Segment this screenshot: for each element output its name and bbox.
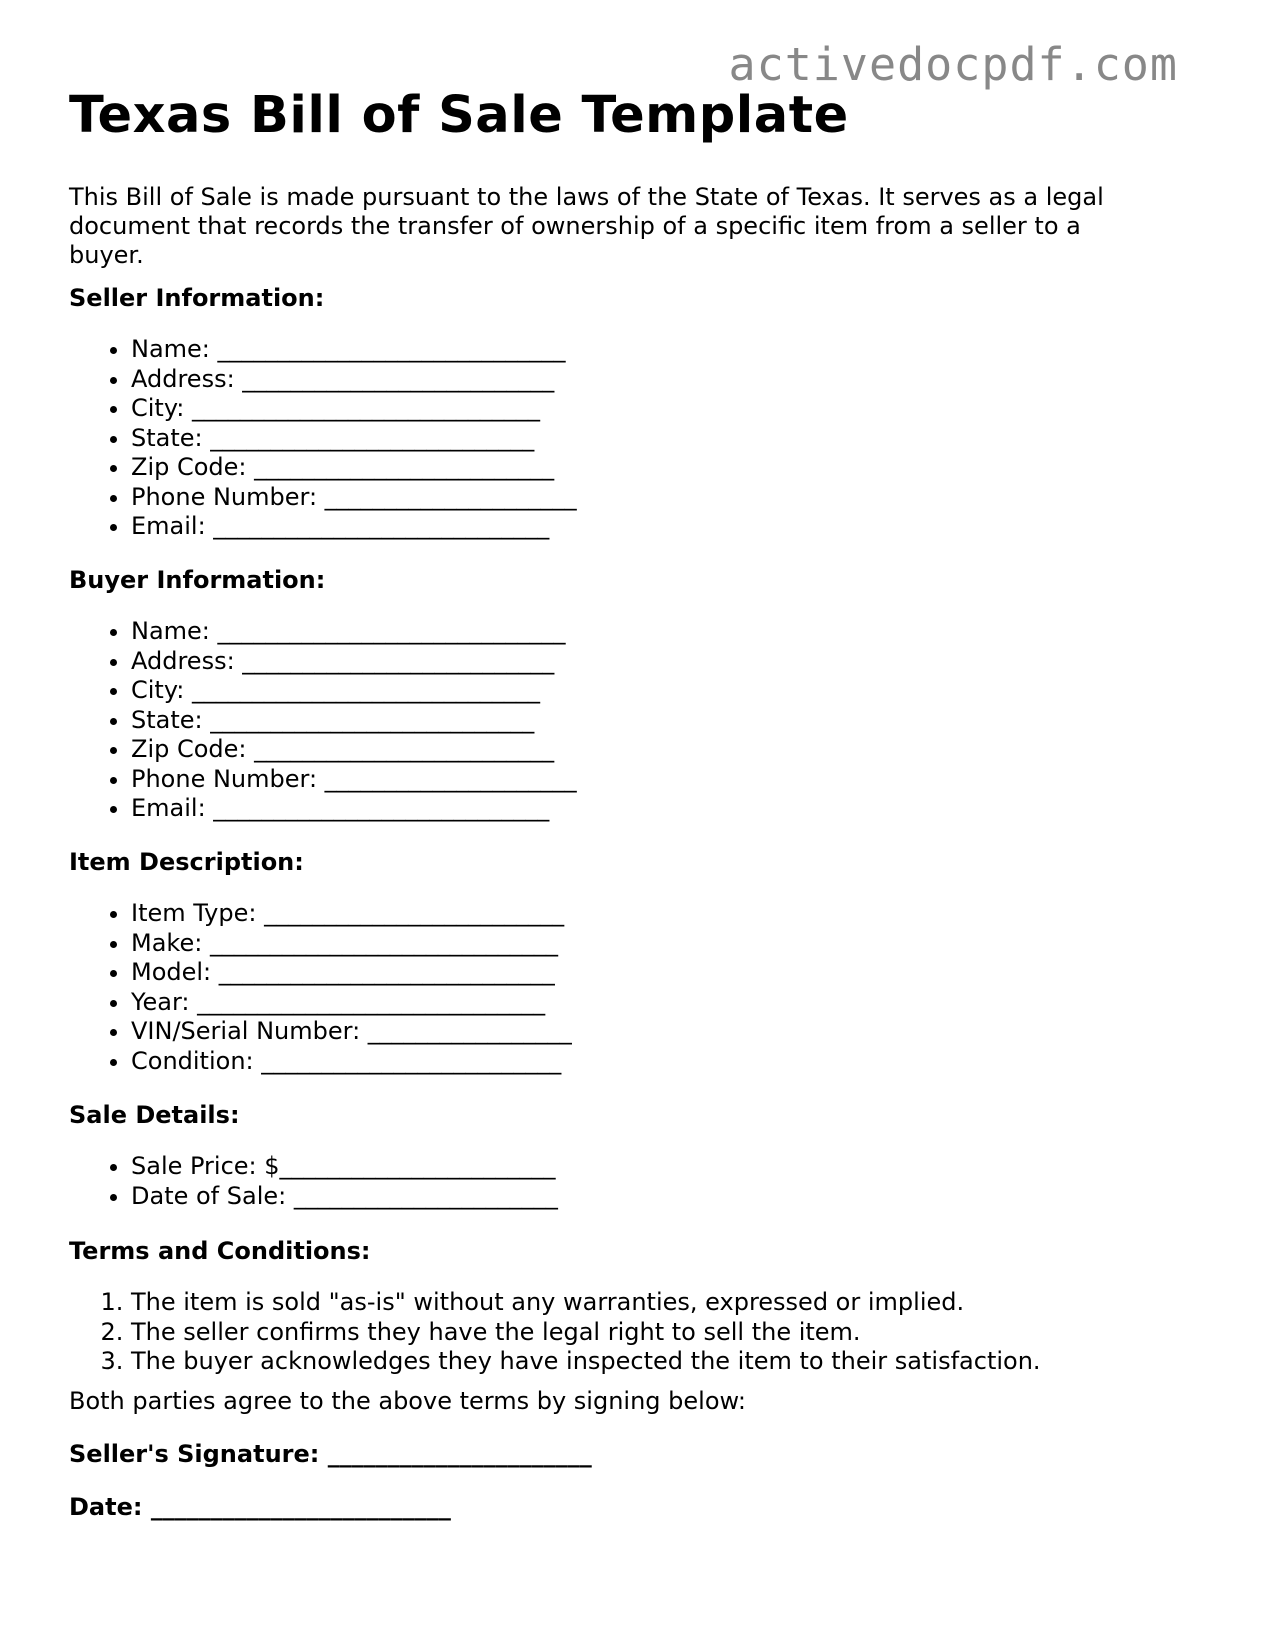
seller-name-field[interactable]: • Name: _____________________________ xyxy=(131,335,577,365)
terms-list xyxy=(69,1288,1041,1377)
seller-phone-field[interactable]: • Phone Number: _____________________ xyxy=(131,483,577,513)
item-fields-list xyxy=(69,899,572,1076)
term-item: 1. The item is sold "as-is" without any warranties, expressed or implied. xyxy=(131,1288,1041,1318)
agreement-text: Both parties agree to the above terms by signing below: xyxy=(69,1387,746,1415)
seller-email-field[interactable]: • Email: ____________________________ xyxy=(131,512,577,542)
buyer-zip-field[interactable]: • Zip Code: _________________________ xyxy=(131,735,577,765)
item-condition-field[interactable]: • Condition: _________________________ xyxy=(131,1047,572,1077)
terms-heading: Terms and Conditions: xyxy=(69,1237,371,1265)
seller-address-field[interactable]: • Address: __________________________ xyxy=(131,365,577,395)
buyer-address-field[interactable]: • Address: __________________________ xyxy=(131,647,577,677)
page-title: Texas Bill of Sale Template xyxy=(69,86,849,145)
buyer-heading: Buyer Information: xyxy=(69,566,326,594)
item-vin-field[interactable]: • VIN/Serial Number: _________________ xyxy=(131,1017,572,1047)
sale-fields-list xyxy=(69,1152,558,1211)
sale-price-field[interactable]: • Sale Price: $_______________________ xyxy=(131,1152,558,1182)
item-heading: Item Description: xyxy=(69,848,304,876)
seller-city-field[interactable]: • City: _____________________________ xyxy=(131,394,577,424)
seller-signature-field[interactable]: Seller's Signature: ______________________ xyxy=(69,1440,592,1468)
watermark: activedocpdf.com xyxy=(728,38,1178,91)
seller-state-field[interactable]: • State: ___________________________ xyxy=(131,424,577,454)
buyer-email-field[interactable]: • Email: ____________________________ xyxy=(131,794,577,824)
date-field[interactable]: Date: _________________________ xyxy=(69,1493,451,1521)
seller-fields-list xyxy=(69,335,577,542)
intro-paragraph: This Bill of Sale is made pursuant to the laws of the State of Texas. It serves as a legal document that records the transfer of ownership of a specific item from a seller to a buyer. xyxy=(69,183,1104,269)
item-model-field[interactable]: • Model: ____________________________ xyxy=(131,958,572,988)
item-type-field[interactable]: • Item Type: _________________________ xyxy=(131,899,572,929)
sale-date-field[interactable]: • Date of Sale: ______________________ xyxy=(131,1182,558,1212)
term-item: 2. The seller confirms they have the legal right to sell the item. xyxy=(131,1318,1041,1348)
item-make-field[interactable]: • Make: _____________________________ xyxy=(131,929,572,959)
buyer-city-field[interactable]: • City: _____________________________ xyxy=(131,676,577,706)
buyer-state-field[interactable]: • State: ___________________________ xyxy=(131,706,577,736)
seller-zip-field[interactable]: • Zip Code: _________________________ xyxy=(131,453,577,483)
buyer-phone-field[interactable]: • Phone Number: _____________________ xyxy=(131,765,577,795)
seller-heading: Seller Information: xyxy=(69,284,325,312)
term-item: 3. The buyer acknowledges they have inspected the item to their satisfaction. xyxy=(131,1347,1041,1377)
item-year-field[interactable]: • Year: _____________________________ xyxy=(131,988,572,1018)
buyer-fields-list xyxy=(69,617,577,824)
buyer-name-field[interactable]: • Name: _____________________________ xyxy=(131,617,577,647)
sale-heading: Sale Details: xyxy=(69,1101,240,1129)
